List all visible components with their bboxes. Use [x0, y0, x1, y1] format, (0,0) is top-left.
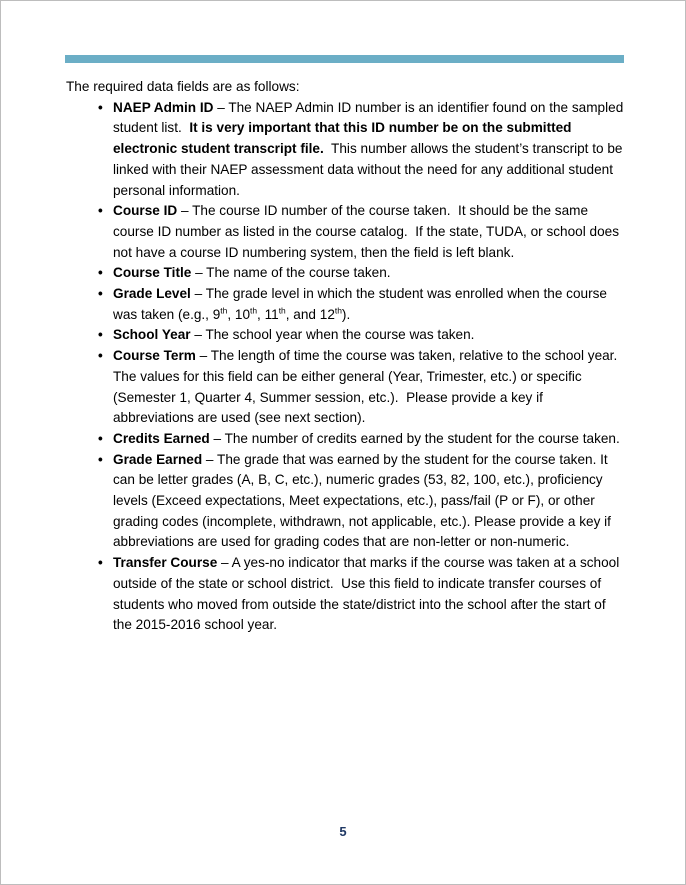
- field-description-segment: , 11: [257, 306, 279, 322]
- list-item: [98, 325, 624, 346]
- page-number: 5: [339, 824, 347, 839]
- field-description-segment: – The number of credits earned by the student for the course taken.: [209, 430, 620, 446]
- bullet-icon: •: [98, 451, 103, 467]
- list-item: [98, 284, 624, 325]
- field-description-segment: – The NAEP Admin ID number is an identifier found on the sampled student list.: [113, 99, 624, 136]
- field-term: Course ID: [113, 203, 178, 219]
- field-term: Grade Level: [113, 286, 191, 302]
- field-list: [66, 98, 624, 636]
- field-description-segment: It is very important that this ID number be on the submitted electronic student transcript file.: [113, 120, 572, 157]
- list-item: [98, 450, 624, 554]
- field-description-segment: th: [334, 305, 342, 316]
- field-description-segment: , and 12: [285, 306, 335, 322]
- field-term: NAEP Admin ID: [113, 99, 214, 115]
- field-term: Grade Earned: [113, 451, 203, 467]
- list-item: [98, 263, 624, 284]
- bullet-icon: •: [98, 348, 103, 364]
- field-description-segment: – The course ID number of the course taken. It should be the same course ID number as listed in the course catalog. If the state, TUDA, or school does not have a course ID numbering system, then the field is left blank.: [113, 203, 619, 260]
- horizontal-rule: [65, 55, 624, 63]
- bullet-icon: •: [98, 555, 103, 571]
- bullet-icon: •: [98, 327, 103, 343]
- bullet-icon: •: [98, 430, 103, 446]
- bullet-icon: •: [98, 265, 103, 281]
- field-description-segment: th: [220, 305, 228, 316]
- list-item: [98, 201, 624, 263]
- bullet-icon: •: [98, 99, 103, 115]
- field-term: School Year: [113, 327, 191, 343]
- field-description-segment: th: [250, 305, 258, 316]
- page-content: [66, 77, 624, 636]
- intro-text: The required data fields are as follows:: [66, 79, 300, 94]
- field-description-segment: – The length of time the course was taken, relative to the school year. The values for this field can be either general (Year, Trimester, etc.) or specific (Semester 1, Quarter 4, Summer session, etc.). Please provide a key if abbreviations are used (see next section).: [113, 348, 622, 426]
- field-description-segment: – A yes-no indicator that marks if the course was taken at a school outside of the state or school district. Use this field to indicate transfer courses of students who moved from outside the state/district into the school after the start of the 2015-2016 school year.: [113, 555, 620, 633]
- page-footer: [1, 823, 685, 841]
- list-item: [98, 553, 624, 636]
- field-description-segment: – The name of the course taken.: [191, 265, 391, 281]
- bullet-icon: •: [98, 203, 103, 219]
- field-description-segment: ).: [341, 306, 351, 322]
- field-description-segment: This number allows the student’s transcript to be linked with their NAEP assessment data without the need for any additional student personal information.: [113, 141, 623, 198]
- bullet-icon: •: [98, 286, 103, 302]
- list-item: [98, 98, 624, 202]
- field-term: Transfer Course: [113, 555, 218, 571]
- field-description-segment: th: [278, 305, 286, 316]
- field-description-segment: – The school year when the course was taken.: [190, 327, 475, 343]
- field-description-segment: – The grade that was earned by the student for the course taken. It can be letter grades (A, B, C, etc.), numeric grades (53, 82, 100, etc.), proficiency levels (Exceed expectations, Meet expectations, etc.), pass/fail (P or F), or other grading codes (incomplete, withdrawn, not applicable, etc.). Please provide a key if abbreviations are used for grading codes that are non-letter or non-numeric.: [113, 451, 611, 550]
- field-term: Course Term: [113, 348, 196, 364]
- list-item: [98, 429, 624, 450]
- field-description-segment: – The grade level in which the student was enrolled when the course was taken (e.g., 9: [113, 286, 607, 322]
- field-term: Credits Earned: [113, 430, 210, 446]
- field-description-segment: , 10: [227, 306, 251, 322]
- list-item: [98, 346, 624, 429]
- field-term: Course Title: [113, 265, 192, 281]
